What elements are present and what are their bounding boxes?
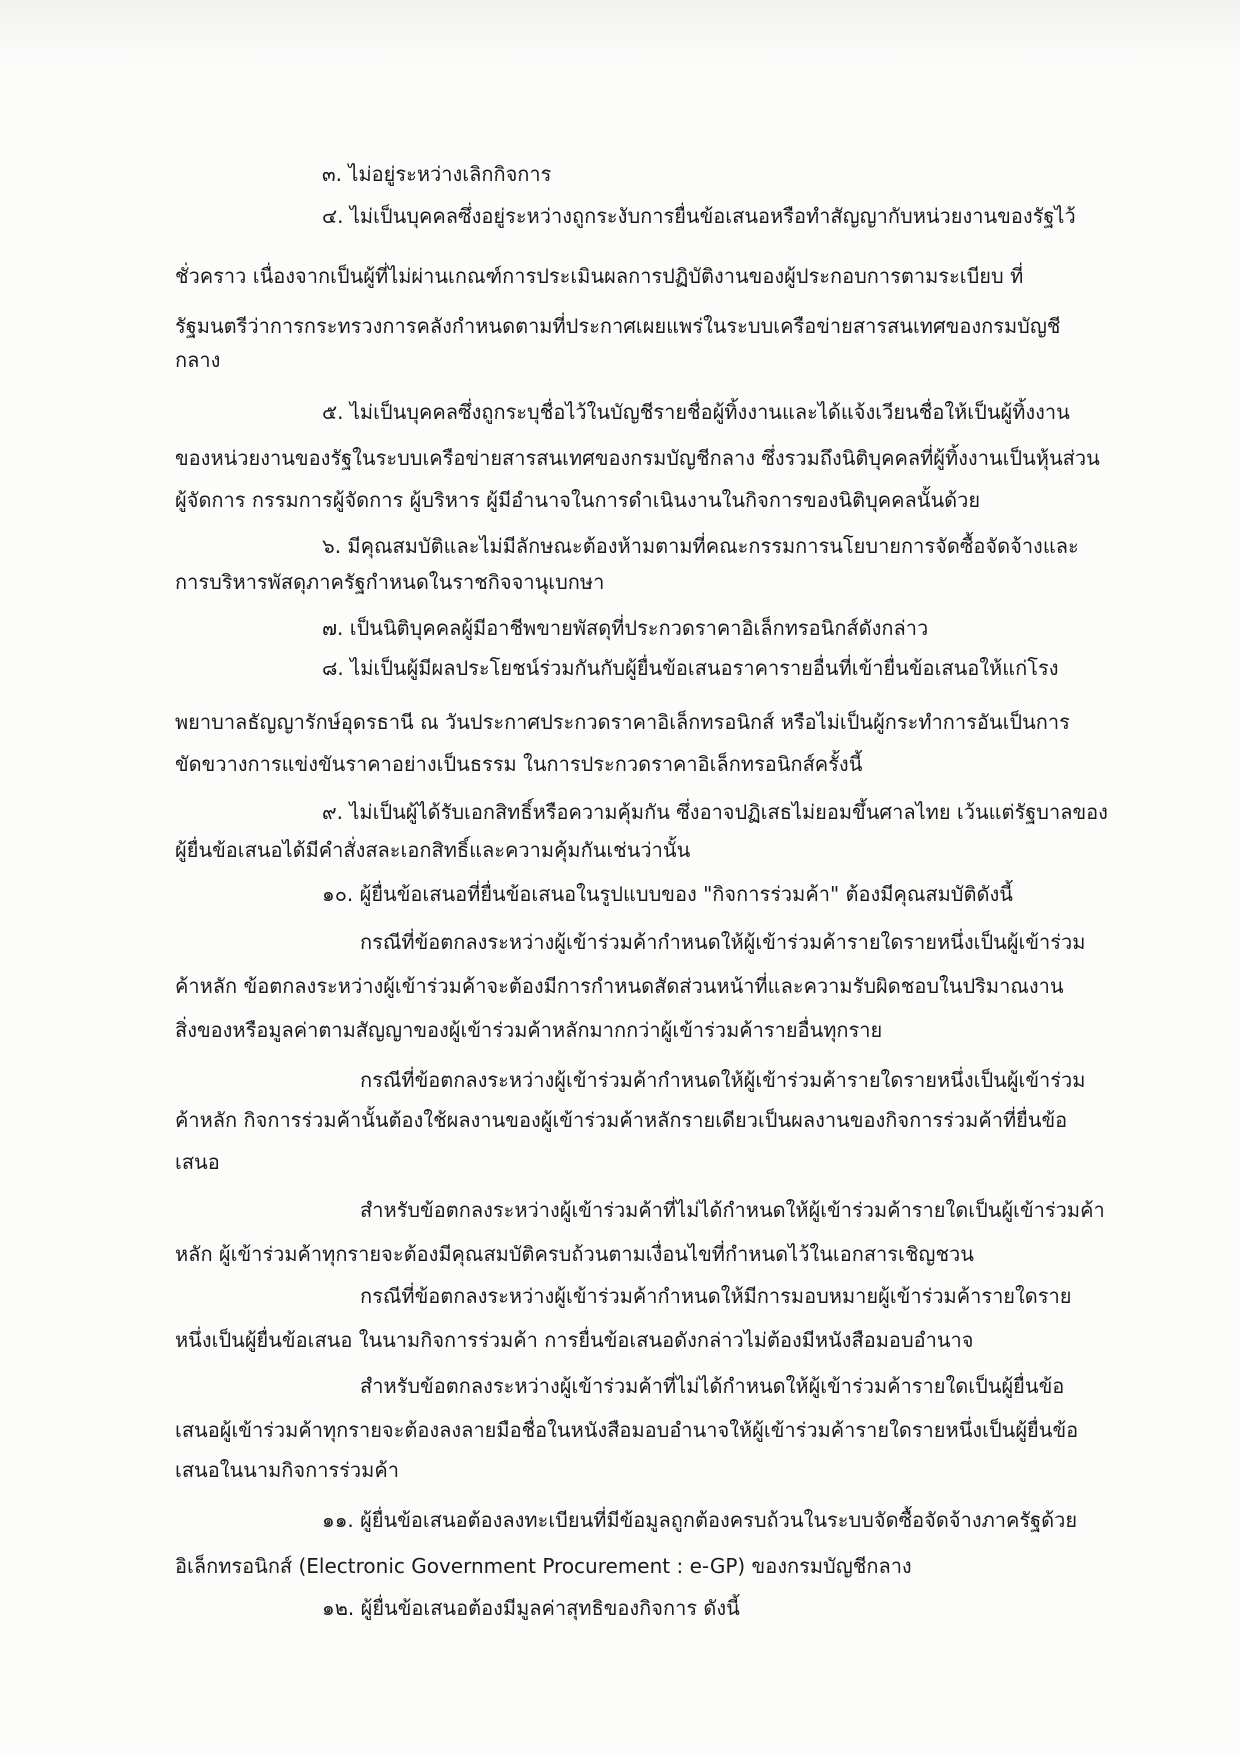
clause-8-line-1: ๘. ไม่เป็นผู้มีผลประโยชน์ร่วมกันกับผู้ยื่นข้อเสนอราคารายอื่นที่เข้ายื่นข้อเสนอให้แก่โรง — [322, 656, 1059, 680]
clause-6-line-1: ๖. มีคุณสมบัติและไม่มีลักษณะต้องห้ามตามที่คณะกรรมการนโยบายการจัดซื้อจัดจ้างและ — [322, 534, 1079, 558]
clause-9-line-2: ผู้ยื่นข้อเสนอได้มีคำสั่งสละเอกสิทธิ์และความคุ้มกันเช่นว่านั้น — [175, 838, 691, 862]
clause-5-line-3: ผู้จัดการ กรรมการผู้จัดการ ผู้บริหาร ผู้มีอำนาจในการดำเนินงานในกิจการของนิติบุคคลนั้นด้วย — [175, 488, 981, 512]
clause-10-para-2-line-1: กรณีที่ข้อตกลงระหว่างผู้เข้าร่วมค้ากำหนดให้ผู้เข้าร่วมค้ารายใดรายหนึ่งเป็นผู้เข้าร่วม — [360, 1068, 1086, 1092]
clause-8-line-2: พยาบาลธัญญารักษ์อุดรธานี ณ วันประกาศประกวดราคาอิเล็กทรอนิกส์ หรือไม่เป็นผู้กระทำการอันเป็นการ — [175, 710, 1070, 734]
clause-4-line-1: ๔. ไม่เป็นบุคคลซึ่งอยู่ระหว่างถูกระงับการยื่นข้อเสนอหรือทำสัญญากับหน่วยงานของรัฐไว้ — [322, 204, 1076, 228]
clause-10-para-4-line-1: กรณีที่ข้อตกลงระหว่างผู้เข้าร่วมค้ากำหนดให้มีการมอบหมายผู้เข้าร่วมค้ารายใดราย — [360, 1284, 1072, 1308]
clause-9-line-1: ๙. ไม่เป็นผู้ได้รับเอกสิทธิ์หรือความคุ้มกัน ซึ่งอาจปฏิเสธไม่ยอมขึ้นศาลไทย เว้นแต่รัฐบาลของ — [322, 800, 1108, 824]
clause-5-line-2: ของหน่วยงานของรัฐในระบบเครือข่ายสารสนเทศของกรมบัญชีกลาง ซึ่งรวมถึงนิติบุคคลที่ผู้ทิ้งงานเป็นหุ้นส่วน — [175, 446, 1100, 470]
clause-10-para-5-line-1: สำหรับข้อตกลงระหว่างผู้เข้าร่วมค้าที่ไม่ได้กำหนดให้ผู้เข้าร่วมค้ารายใดเป็นผู้ยื่นข้อ — [360, 1374, 1065, 1398]
clause-6-line-2: การบริหารพัสดุภาครัฐกำหนดในราชกิจจานุเบกษา — [175, 570, 605, 594]
clause-11-line-1: ๑๑. ผู้ยื่นข้อเสนอต้องลงทะเบียนที่มีข้อมูลถูกต้องครบถ้วนในระบบจัดซื้อจัดจ้างภาครัฐด้วย — [322, 1508, 1078, 1532]
clause-12-line-1: ๑๒. ผู้ยื่นข้อเสนอต้องมีมูลค่าสุทธิของกิจการ ดังนี้ — [322, 1596, 740, 1620]
clause-10-para-2-line-2: ค้าหลัก กิจการร่วมค้านั้นต้องใช้ผลงานของผู้เข้าร่วมค้าหลักรายเดียวเป็นผลงานของกิจการร่วมค้าที่ยื่นข้อ — [175, 1108, 1068, 1132]
clause-10-para-1-line-1: กรณีที่ข้อตกลงระหว่างผู้เข้าร่วมค้ากำหนดให้ผู้เข้าร่วมค้ารายใดรายหนึ่งเป็นผู้เข้าร่วม — [360, 930, 1086, 954]
clause-10-para-3-line-1: สำหรับข้อตกลงระหว่างผู้เข้าร่วมค้าที่ไม่ได้กำหนดให้ผู้เข้าร่วมค้ารายใดเป็นผู้เข้าร่วมค้า — [360, 1198, 1105, 1222]
clause-4-line-4: กลาง — [175, 348, 221, 372]
clause-10-line-1: ๑๐. ผู้ยื่นข้อเสนอที่ยื่นข้อเสนอในรูปแบบของ "กิจการร่วมค้า" ต้องมีคุณสมบัติดังนี้ — [322, 882, 1013, 906]
clause-3-line-1: ๓. ไม่อยู่ระหว่างเลิกกิจการ — [322, 162, 552, 186]
clause-11-line-2: อิเล็กทรอนิกส์ (Electronic Government Procurement : e-GP) ของกรมบัญชีกลาง — [175, 1554, 912, 1578]
clause-4-line-3: รัฐมนตรีว่าการกระทรวงการคลังกำหนดตามที่ประกาศเผยแพร่ในระบบเครือข่ายสารสนเทศของกรมบัญชี — [175, 314, 1061, 338]
clause-8-line-3: ขัดขวางการแข่งขันราคาอย่างเป็นธรรม ในการประกวดราคาอิเล็กทรอนิกส์ครั้งนี้ — [175, 752, 863, 776]
clause-10-para-3-line-2: หลัก ผู้เข้าร่วมค้าทุกรายจะต้องมีคุณสมบัติครบถ้วนตามเงื่อนไขที่กำหนดไว้ในเอกสารเชิญชวน — [175, 1242, 974, 1266]
clause-10-para-4-line-2: หนึ่งเป็นผู้ยื่นข้อเสนอ ในนามกิจการร่วมค้า การยื่นข้อเสนอดังกล่าวไม่ต้องมีหนังสือมอบอำนาจ — [175, 1328, 974, 1352]
clause-5-line-1: ๕. ไม่เป็นบุคคลซึ่งถูกระบุชื่อไว้ในบัญชีรายชื่อผู้ทิ้งงานและได้แจ้งเวียนชื่อให้เป็นผู้ทิ้งงาน — [322, 400, 1070, 424]
clause-4-line-2: ชั่วคราว เนื่องจากเป็นผู้ที่ไม่ผ่านเกณฑ์การประเมินผลการปฏิบัติงานของผู้ประกอบการตามระเบียบ ที่ — [175, 264, 1024, 288]
clause-10-para-1-line-2: ค้าหลัก ข้อตกลงระหว่างผู้เข้าร่วมค้าจะต้องมีการกำหนดสัดส่วนหน้าที่และความรับผิดชอบในปริมาณงาน — [175, 974, 1064, 998]
clause-7-line-1: ๗. เป็นนิติบุคคลผู้มีอาชีพขายพัสดุที่ประกวดราคาอิเล็กทรอนิกส์ดังกล่าว — [322, 616, 929, 640]
clause-10-para-1-line-3: สิ่งของหรือมูลค่าตามสัญญาของผู้เข้าร่วมค้าหลักมากกว่าผู้เข้าร่วมค้ารายอื่นทุกราย — [175, 1018, 883, 1042]
clause-10-para-5-line-3: เสนอในนามกิจการร่วมค้า — [175, 1458, 399, 1482]
clause-10-para-5-line-2: เสนอผู้เข้าร่วมค้าทุกรายจะต้องลงลายมือชื่อในหนังสือมอบอำนาจให้ผู้เข้าร่วมค้ารายใดรายหนึ่งเป็นผู้ยื่นข้อ — [175, 1418, 1079, 1442]
scan-shadow — [0, 0, 1240, 70]
clause-10-para-2-line-3: เสนอ — [175, 1150, 220, 1174]
